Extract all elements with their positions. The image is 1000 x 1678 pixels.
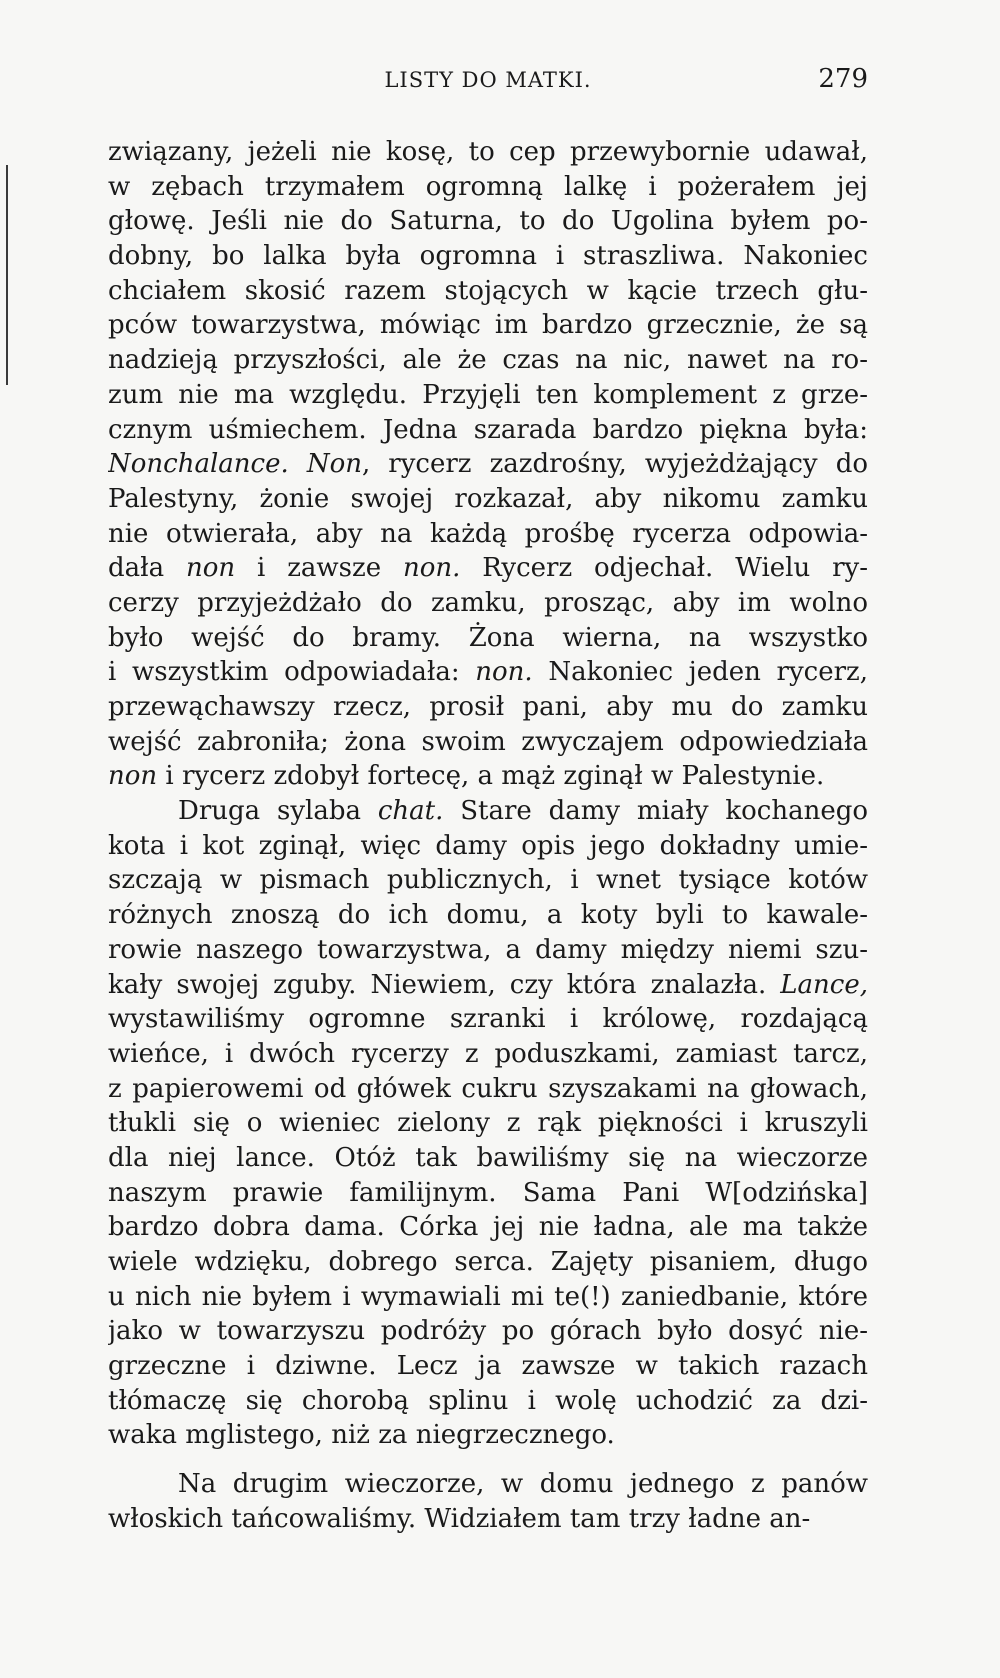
text-line: chciałem skosić razem stojących w kącie trzech głu- [108, 275, 868, 306]
italic-word: Nonchalance. [108, 449, 289, 480]
text-line: grzeczne i dziwne. Lecz ja zawsze w takich razach [108, 1351, 868, 1382]
text-line: Druga sylaba chat. Stare damy miały kochanego [178, 796, 868, 827]
text-line: cznym uśmiechem. Jedna szarada bardzo piękna była: [108, 414, 868, 445]
italic-word: chat. [377, 796, 444, 827]
text-line: w zębach trzymałem ogromną lalkę i pożerałem jej [108, 171, 868, 202]
text-line: Na drugim wieczorze, w domu jednego z panów [178, 1469, 868, 1500]
text-line: związany, jeżeli nie kosę, to cep przewybornie udawał, [108, 137, 868, 167]
text-line: nie otwierała, aby na każdą prośbę rycerza odpowia- [108, 518, 868, 549]
page-number: 279 [818, 64, 868, 94]
italic-word: non [185, 553, 236, 584]
text-line: tłómaczę się chorobą splinu i wolę uchodzić za dzi- [108, 1385, 868, 1416]
text-line: Palestyny, żonie swojej rozkazał, aby nikomu zamku [108, 483, 868, 514]
page-header [108, 62, 868, 102]
text-line: głowę. Jeśli nie do Saturna, to do Ugolina byłem po- [108, 206, 868, 237]
text-line: włoskich tańcowaliśmy. Widziałem tam trzy ładne an- [108, 1503, 811, 1534]
text-line: i wszystkim odpowiadała: non. Nakoniec jeden rycerz, [108, 657, 868, 688]
text-line: wystawiliśmy ogromne szranki i królowę, rozdającą [108, 1004, 868, 1035]
text-line: pców towarzystwa, mówiąc im bardzo grzecznie, że są [108, 310, 868, 341]
text-line: bardzo dobra dama. Córka jej nie ładna, ale ma także [108, 1212, 868, 1243]
italic-word: Lance, [780, 969, 868, 1000]
text-line: wieńce, i dwóch rycerzy z poduszkami, zamiast tarcz, [108, 1038, 868, 1069]
text-line: waka mglistego, niż za niegrzecznego. [108, 1420, 615, 1451]
text-line: Nonchalance. Non, rycerz zazdrośny, wyjeżdżający do [108, 449, 868, 480]
text-line: kały swojej zguby. Niewiem, czy która znalazła. Lance, [108, 969, 868, 1000]
text-line: nadzieją przyszłości, ale że czas na nic, nawet na ro- [108, 345, 868, 376]
text-line: różnych znoszą do ich domu, a koty byli to kawale- [108, 900, 868, 931]
italic-word: non. [475, 657, 533, 688]
margin-rule [6, 165, 8, 385]
text-line: u nich nie byłem i wymawiali mi te(!) zaniedbanie, które [108, 1281, 868, 1312]
text-line: dla niej lance. Otóż tak bawiliśmy się na wieczorze [108, 1142, 868, 1173]
text-line: wiele wdzięku, dobrego serca. Zajęty pisaniem, długo [108, 1247, 868, 1277]
text-line: tłukli się o wieniec zielony z rąk piękności i kruszyli [108, 1108, 868, 1139]
text-line: rowie naszego towarzystwa, a damy między niemi szu- [108, 934, 868, 965]
text-line: dała non i zawsze non. Rycerz odjechał. Wielu ry- [108, 553, 868, 584]
text-line: cerzy przyjeżdżało do zamku, prosząc, aby im wolno [108, 587, 868, 618]
running-title: LISTY DO MATKI. [384, 68, 592, 92]
text-line: przewąchawszy rzecz, prosił pani, aby mu do zamku [108, 692, 868, 722]
body-text [108, 135, 868, 1537]
text-line: naszym prawie familijnym. Sama Pani W[odzińska] [108, 1177, 868, 1208]
italic-word: Non [306, 449, 362, 480]
text-line: było wejść do bramy. Żona wierna, na wszystko [108, 622, 868, 653]
text-line: zum nie ma względu. Przyjęli ten komplement z grze- [108, 379, 868, 410]
text-line: non i rycerz zdobył fortecę, a mąż zginął w Palestynie. [108, 761, 825, 792]
italic-word: non. [402, 553, 461, 584]
text-line: szczają w pismach publicznych, i wnet tysiące kotów [108, 865, 868, 896]
text-line: jako w towarzyszu podróży po górach było dosyć nie- [108, 1316, 868, 1347]
text-line: z papierowemi od główek cukru szyszakami na głowach, [108, 1073, 868, 1104]
text-line: dobny, bo lalka była ogromna i straszliwa. Nakoniec [108, 241, 868, 272]
text-line: wejść zabroniła; żona swoim zwyczajem odpowiedziała [108, 726, 868, 757]
text-line: kota i kot zginął, więc damy opis jego dokładny umie- [108, 830, 868, 861]
italic-word: non [108, 761, 158, 792]
